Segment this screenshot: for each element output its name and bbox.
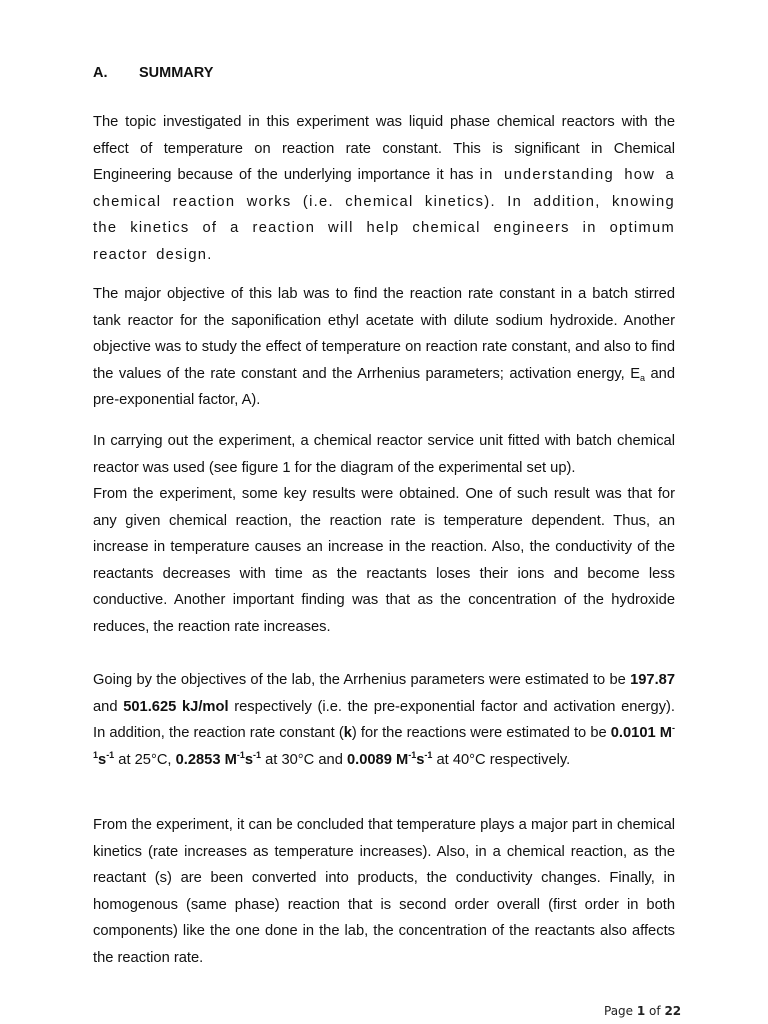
paragraph-conclusion: From the experiment, it can be concluded that temperature plays a major part in chemical kinetics (rate increases as temperature increases). Also, in a chemical reaction, as the reactant (s) are been converted into products, the conductivity changes. Finally, in homogenous (same phase) reaction that is second order overall (first order in both components) like the one done in the lab, the concentration of the reactants also affects the reaction rate.: [93, 817, 675, 966]
rate-constant-30c: 0.2853 $M^{-1}s^{-1}$: [175, 749, 262, 768]
of-label: of: [645, 1004, 665, 1018]
paragraph-results: From the experiment, some key results were obtained. One of such result was that for any given chemical reaction, the reaction rate is temperature dependent. Thus, an increase in temperature causes an increase in the reaction. Also, the conductivity of the reactants decreases with time as the reactants loses their ions and become less conductive. Another important finding was that as the concentration of the hydroxide reduces, the reaction rate increases.: [93, 486, 675, 635]
paragraph-topic: [93, 109, 675, 269]
text-fragment: at 30°C and: [261, 751, 347, 768]
paragraph-topic-part1: The topic investigated in this experiment was liquid phase chemical reactors with the effect of temperature on reaction rate constant. This is significant in Chemical Engineering because of the underlying importance it has: [93, 114, 675, 184]
total-pages: 22: [664, 1004, 682, 1018]
activation-energy-subscript: a: [640, 372, 646, 383]
text-fragment: respectively (i.e. the pre-exponential factor and activation energy). In addition, the reaction rate constant (: [93, 698, 676, 742]
section-heading: [93, 64, 213, 82]
page-number-footer: [604, 1004, 681, 1018]
paragraph-objective: [93, 281, 675, 414]
current-page: 1: [636, 1004, 646, 1018]
activation-energy-value: 501.625 kJ/mol: [123, 698, 229, 715]
text-fragment: ) for the reactions were estimated to be: [351, 725, 611, 742]
rate-constant-25c: 0.0101 $M^{-1}s^{-1}$: [93, 723, 675, 768]
section-number: A.: [93, 65, 108, 81]
text-fragment: at 25°C,: [114, 751, 176, 768]
rate-constant-symbol: k: [343, 725, 352, 742]
paragraph-parameters: [93, 667, 675, 773]
text-fragment: at 40°C respectively.: [432, 751, 571, 768]
rate-constant-40c: 0.0089 $M^{-1}s^{-1}$: [346, 749, 433, 768]
text-fragment: Going by the objectives of the lab, the Arrhenius parameters were estimated to be: [93, 672, 631, 688]
paragraph-objective-part1: The major objective of this lab was to find the reaction rate constant in a batch stirred tank reactor for the saponification ethyl acetate with dilute sodium hydroxide. Another objective was to study the effect of temperature on reaction rate constant, and also to find the values of the rate constant and the Arrhenius parameters; activation energy, E: [93, 286, 675, 382]
paragraph-method: In carrying out the experiment, a chemical reactor service unit fitted with batch chemical reactor was used (see figure 1 for the diagram of the experimental set up).: [93, 433, 675, 476]
section-title: SUMMARY: [139, 65, 214, 81]
paragraph-topic-part2: in understanding how a chemical reaction works (i.e. chemical kinetics). In addition, knowing the kinetics of a reaction will help chemical engineers in optimum reactor design.: [93, 167, 676, 263]
text-fragment: and: [93, 698, 124, 715]
paragraph-objective-part2: and pre-exponential factor, A).: [93, 365, 675, 409]
page-label: Page: [604, 1004, 637, 1018]
pre-exponential-value: 197.87: [630, 672, 675, 688]
